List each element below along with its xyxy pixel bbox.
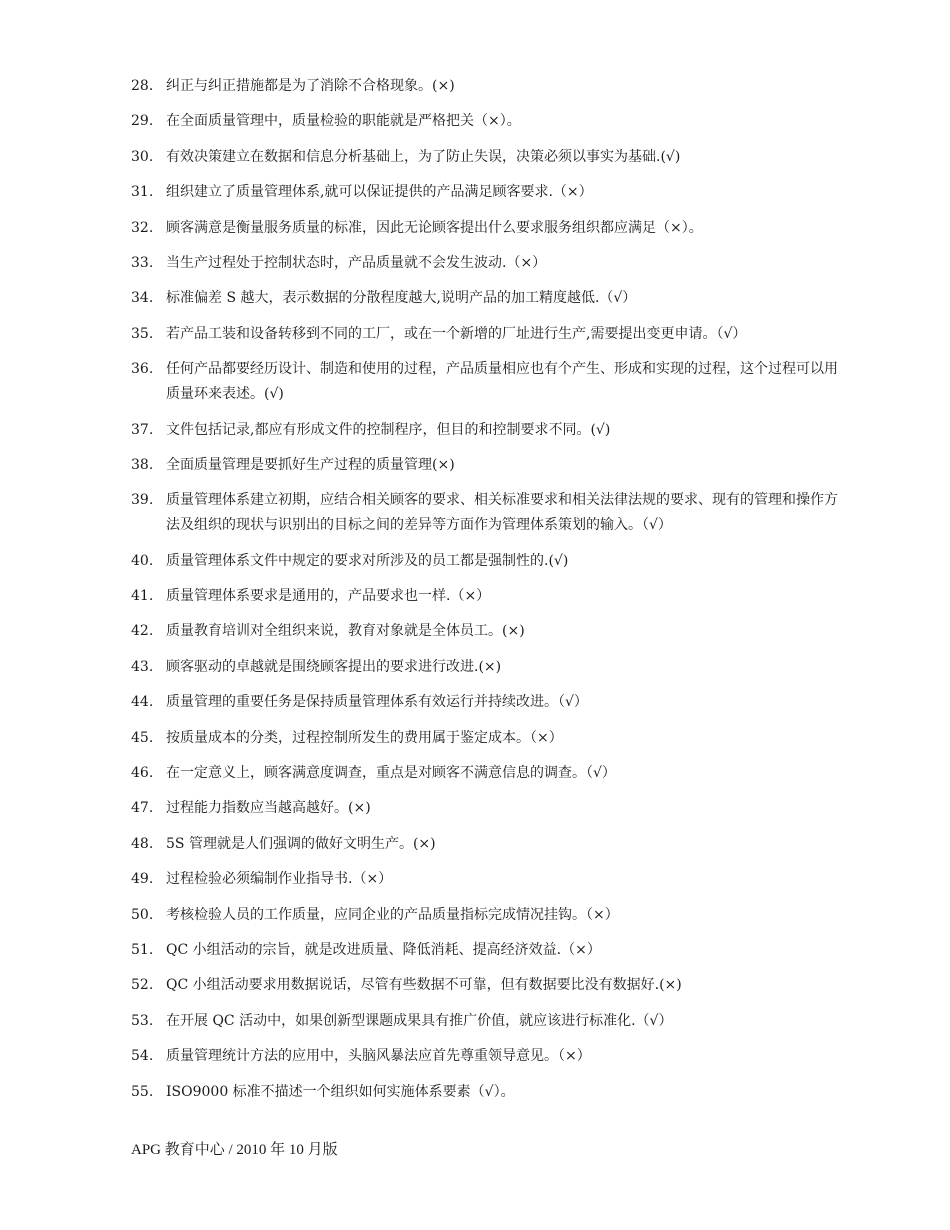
item-number: 50. bbox=[131, 906, 154, 923]
item-number: 52. bbox=[131, 977, 154, 994]
list-item bbox=[131, 216, 851, 241]
item-number: 31. bbox=[131, 184, 154, 201]
item-text: 质量管理体系建立初期，应结合相关顾客的要求、相关标准要求和相关法律法规的要求、现有的管理和操作方法及组织的现状与识别出的目标之间的差异等方面作为管理体系策划的输入。（√） bbox=[166, 492, 838, 534]
item-text: 顾客满意是衡量服务质量的标准，因此无论顾客提出什么要求服务组织都应满足（×）。 bbox=[166, 219, 703, 236]
item-number: 41. bbox=[131, 588, 154, 605]
list-item bbox=[131, 867, 851, 892]
item-text: 按质量成本的分类，过程控制所发生的费用属于鉴定成本。（×） bbox=[166, 729, 563, 746]
item-text: 在一定意义上，顾客满意度调查，重点是对顾客不满意信息的调查。（√） bbox=[166, 765, 616, 782]
list-item bbox=[131, 286, 851, 311]
list-item bbox=[131, 453, 851, 478]
item-text: 文件包括记录,都应有形成文件的控制程序，但目的和控制要求不同。(√) bbox=[166, 421, 611, 438]
list-item bbox=[131, 726, 851, 751]
item-text: 5S 管理就是人们强调的做好文明生产。(×) bbox=[166, 835, 436, 852]
item-number: 32. bbox=[131, 219, 154, 236]
item-number: 35. bbox=[131, 325, 154, 342]
list-item bbox=[131, 655, 851, 680]
list-item bbox=[131, 903, 851, 928]
item-text: 过程检验必须编制作业指导书.（×） bbox=[166, 871, 393, 888]
item-number: 47. bbox=[131, 800, 154, 817]
item-text: 质量管理统计方法的应用中，头脑风暴法应首先尊重领导意见。（×） bbox=[166, 1048, 591, 1065]
item-text: 过程能力指数应当越高越好。(×) bbox=[166, 800, 371, 817]
item-number: 30. bbox=[131, 148, 154, 165]
item-text: 纠正与纠正措施都是为了消除不合格现象。(×) bbox=[166, 78, 455, 94]
list-item bbox=[131, 145, 851, 170]
item-text: 全面质量管理是要抓好生产过程的质量管理(×) bbox=[166, 456, 455, 473]
list-item bbox=[131, 1009, 851, 1034]
list-item bbox=[131, 796, 851, 821]
item-text: 质量管理的重要任务是保持质量管理体系有效运行并持续改进。（√） bbox=[166, 694, 588, 711]
list-item bbox=[131, 109, 851, 134]
item-number: 38. bbox=[131, 456, 154, 473]
list-item bbox=[131, 1044, 851, 1069]
item-text: 在全面质量管理中，质量检验的职能就是严格把关（×）。 bbox=[166, 113, 521, 130]
list-item bbox=[131, 761, 851, 786]
item-number: 48. bbox=[131, 835, 154, 852]
list-item bbox=[131, 251, 851, 276]
item-number: 44. bbox=[131, 694, 154, 711]
item-text: 任何产品都要经历设计、制造和使用的过程，产品质量相应也有个产生、形成和实现的过程，这个过程可以用质量环来表述。(√) bbox=[166, 361, 838, 403]
item-number: 46. bbox=[131, 765, 154, 782]
item-text: 若产品工装和设备转移到不同的工厂，或在一个新增的厂址进行生产,需要提出变更申请。（√） bbox=[166, 325, 747, 342]
item-number: 34. bbox=[131, 290, 154, 307]
item-number: 33. bbox=[131, 254, 154, 271]
item-text: 有效决策建立在数据和信息分析基础上，为了防止失误，决策必须以事实为基础.(√) bbox=[166, 148, 681, 165]
list-item bbox=[131, 1080, 851, 1105]
item-number: 51. bbox=[131, 941, 154, 958]
item-text: 顾客驱动的卓越就是围绕顾客提出的要求进行改进.(×) bbox=[166, 658, 502, 675]
list-item bbox=[131, 832, 851, 857]
page-footer: APG 教育中心 / 2010 年 10 月版 bbox=[131, 1142, 338, 1158]
item-number: 29. bbox=[131, 113, 154, 130]
item-text: QC 小组活动要求用数据说话，尽管有些数据不可靠，但有数据要比没有数据好.(×) bbox=[166, 977, 682, 994]
list-item bbox=[131, 549, 851, 574]
item-number: 54. bbox=[131, 1048, 154, 1065]
item-number: 42. bbox=[131, 623, 154, 640]
item-text: QC 小组活动的宗旨，就是改进质量、降低消耗、提高经济效益.（×） bbox=[166, 941, 601, 958]
list-item bbox=[131, 357, 851, 407]
list-item bbox=[131, 488, 851, 538]
item-text: 质量管理体系文件中规定的要求对所涉及的员工都是强制性的.(√) bbox=[166, 552, 569, 569]
list-item bbox=[131, 418, 851, 443]
item-number: 36. bbox=[131, 361, 154, 378]
item-text: 当生产过程处于控制状态时，产品质量就不会发生波动.（×） bbox=[166, 254, 547, 271]
item-text: 质量教育培训对全组织来说，教育对象就是全体员工。(×) bbox=[166, 623, 525, 640]
list-item bbox=[131, 973, 851, 998]
item-number: 37. bbox=[131, 421, 154, 438]
item-number: 39. bbox=[131, 492, 154, 509]
item-number: 55. bbox=[131, 1083, 154, 1100]
item-text: 组织建立了质量管理体系,就可以保证提供的产品满足顾客要求.（×） bbox=[166, 184, 593, 201]
item-text: 标准偏差 S 越大，表示数据的分散程度越大,说明产品的加工精度越低.（√） bbox=[166, 290, 637, 307]
item-number: 28. bbox=[131, 78, 154, 94]
question-list bbox=[131, 74, 851, 1115]
list-item bbox=[131, 180, 851, 205]
list-item bbox=[131, 322, 851, 347]
list-item bbox=[131, 690, 851, 715]
list-item bbox=[131, 584, 851, 609]
item-text: 质量管理体系要求是通用的，产品要求也一样.（×） bbox=[166, 588, 491, 605]
list-item bbox=[131, 74, 851, 99]
item-number: 43. bbox=[131, 658, 154, 675]
item-number: 40. bbox=[131, 552, 154, 569]
item-text: ISO9000 标准不描述一个组织如何实施体系要素（√）。 bbox=[166, 1083, 515, 1100]
item-number: 45. bbox=[131, 729, 154, 746]
item-number: 53. bbox=[131, 1012, 154, 1029]
list-item bbox=[131, 619, 851, 644]
item-number: 49. bbox=[131, 871, 154, 888]
list-item bbox=[131, 938, 851, 963]
item-text: 考核检验人员的工作质量，应同企业的产品质量指标完成情况挂钩。（×） bbox=[166, 906, 619, 923]
item-text: 在开展 QC 活动中，如果创新型课题成果具有推广价值，就应该进行标准化.（√） bbox=[166, 1012, 673, 1029]
